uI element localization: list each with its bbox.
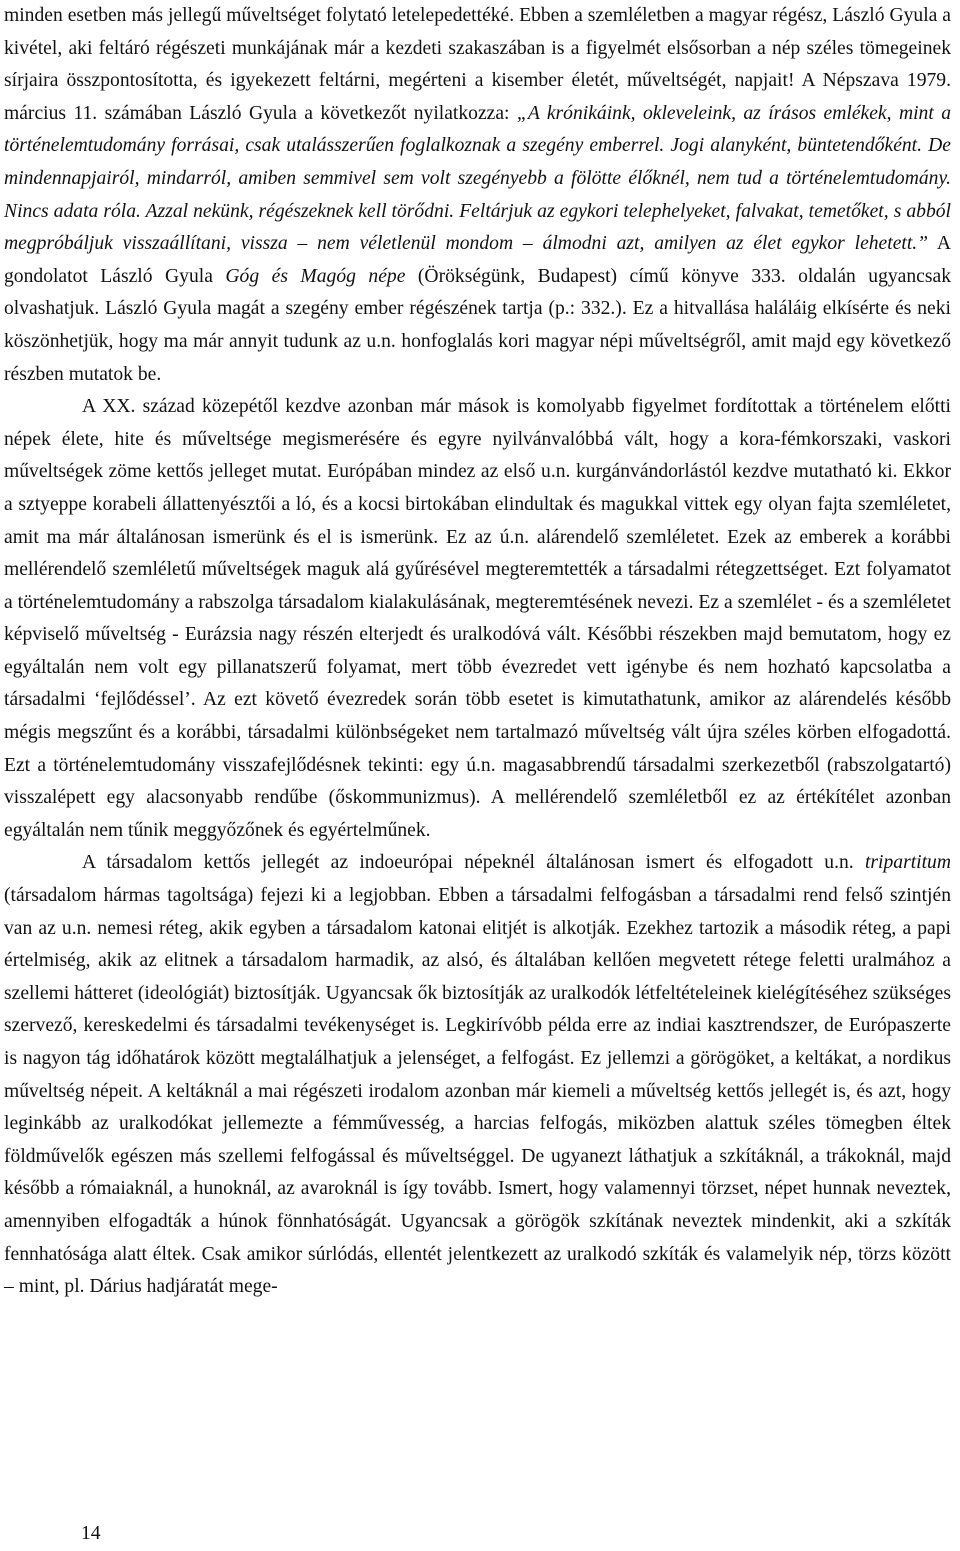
- text-segment: minden esetben más jellegű műveltséget folytató letelepedettéké. Ebben a szemléletben a magyar régész, László Gyula a kivétel, aki feltáró régészeti munkájának már a kezdeti szakaszában is a figyelmét elsősorban a nép széles tömegeinek sírjaira összpontosította, és igyekezett feltárni, megérteni a kisember életét, műveltségét, napjait! A Népszava 1979. március 11. számában László Gyula a következőt nyilatkozza:: [4, 5, 951, 124]
- text-segment: (társadalom hármas tagoltsága) fejezi ki a legjobban. Ebben a társadalmi felfogásban a társadalmi rend felső szintjén van az u.n. nemesi réteg, akik egyben a társadalom katonai elitjét is alkotják. Ezekhez tartozik a második réteg, a papi értelmiség, akik az elitnek a társadalom harmadik, az alsó, és általában kellően megvetett rétege feletti uralmához a szellemi hátteret (ideológiát) biztosítják. Ugyancsak ők biztosítják az uralkodók létfeltételeinek kielégítéséhez szükséges szervező, kereskedelmi és társadalmi tevékenységet is. Legkirívóbb példa erre az indiai kasztrendszer, de Európaszerte is nagyon tág időhatárok között megtalálhatjuk a jelenséget, a felfogást. Ez jellemzi a görögöket, a keltákat, a nordikus műveltség népeit. A keltáknál a mai régészeti irodalom azonban már kiemeli a műveltség kettős jellegét is, és azt, hogy leginkább az uralkodókat jellemezte a fémművesség, a harcias felfogás, miközben alattuk széles tömegben éltek földművelők egészen más szellemi felfogással és műveltséggel. De ugyanezt láthatjuk a szkítáknál, a trákoknál, majd később a rómaiaknál, a hunoknál, az avaroknál is így tovább. Ismert, hogy valamennyi törzset, népet hunnak neveztek, amennyiben elfogadták a húnok fönnhatóságát. Ugyancsak a görögök szkítának neveztek mindenkit, aki a szkíták fennhatósága alatt éltek. Csak amikor súrlódás, ellentét jelentkezett az uralkodó szkíták és valamelyik nép, törzs között – mint, pl. Dárius hadjáratát mege-: [4, 885, 951, 1298]
- italic-text-segment: „A krónikáink, okleveleink, az írásos emlékek, mint a történelemtudomány forrásai, csak utalásszerűen foglalkoznak a szegény emberrel. Jogi alanyként, büntetendőként. De mindennapjairól, mindarról, amiben semmivel sem volt szegényebb a fölötte élőknél, nem tud a történelemtudomány. Nincs adata róla. Azzal nekünk, régészeknek kell törődni. Feltárjuk az egykori telephelyeket, falvakat, temetőket, s abból megpróbáljuk visszaállítani, vissza – nem véletlenül mondom – álmodni azt, amilyen az élet egykor lehetett.”: [4, 102, 952, 255]
- text-segment: A gondolatot László Gyula: [4, 233, 952, 287]
- text-segment: (Örökségünk, Budapest) című könyve 333. oldalán ugyancsak olvashatjuk. László Gyula magát a szegény ember régészének tartja (p.: 332.). Ez a hitvallása haláláig elkísérte és neki köszönhetjük, hogy ma már annyit tudunk az u.n. honfoglalás kori magyar népi műveltségről, amit majd egy következő részben mutatok be.: [4, 265, 951, 385]
- text-segment: A XX. század közepétől kezdve azonban már mások is komolyabb figyelmet fordítottak a történelem előtti népek élete, hite és műveltsége megismerésére és egyre nyilvánvalóbbá vált, hogy a kora-fémkorszaki, vaskori műveltségek zöme kettős jelleget mutat. Európában mindez az első u.n. kurgánvándorlástól kezdve mutatható ki. Ekkor a sztyeppe korabeli állattenyésztői a ló, és a kocsi birtokában elindultak és magukkal vittek egy olyan fajta szemléletet, amit ma már általánosan ismerünk és el is ismerünk. Ez az ú.n. alárendelő szemléletet. Ezek az emberek a korábbi mellérendelő szemléletű műveltségek maguk alá gyűrésével megteremtették a társadalmi rétegzettséget. Ezt folyamatot a történelemtudomány a rabszolga társadalom kialakulásának, megteremtésének nevezi. Ez a szemlélet - és a szemléletet képviselő műveltség - Eurázsia nagy részén elterjedt és uralkodóvá vált. Későbbi részekben majd bemutatom, hogy ez egyáltalán nem volt egy pillanatszerű folyamat, mert több évezredet vett igénybe és nem hozható kapcsolatba a társadalmi ‘fejlődéssel’. Az ezt követő évezredek során több esetet is kimutathatunk, amikor az alárendelés később mégis megszűnt és a korábbi, társadalmi különbségeket nem tartalmazó műveltség vált újra széles körben elfogadottá. Ezt a történelemtudomány visszafejlődésnek tekinti: egy ú.n. magasabbrendű társadalmi szerkezetből (rabszolgatartó) visszalépett egy alacsonyabb rendűbe (őskommunizmus). A mellérendelő szemléletből ez az értékítélet azonban egyáltalán nem tűnik meggyőzőnek és egyértelműnek.: [4, 396, 951, 841]
- body-text: [4, 0, 951, 1304]
- page-number: 14: [81, 1523, 101, 1544]
- paragraph: [4, 0, 951, 391]
- paragraph: [4, 847, 951, 1303]
- paragraph: [4, 391, 951, 847]
- text-segment: A társadalom kettős jellegét az indoeurópai népeknél általánosan ismert és elfogadott u.n.: [82, 852, 865, 874]
- italic-text-segment: tripartitum: [864, 852, 951, 874]
- italic-text-segment: Góg és Magóg népe: [225, 265, 406, 287]
